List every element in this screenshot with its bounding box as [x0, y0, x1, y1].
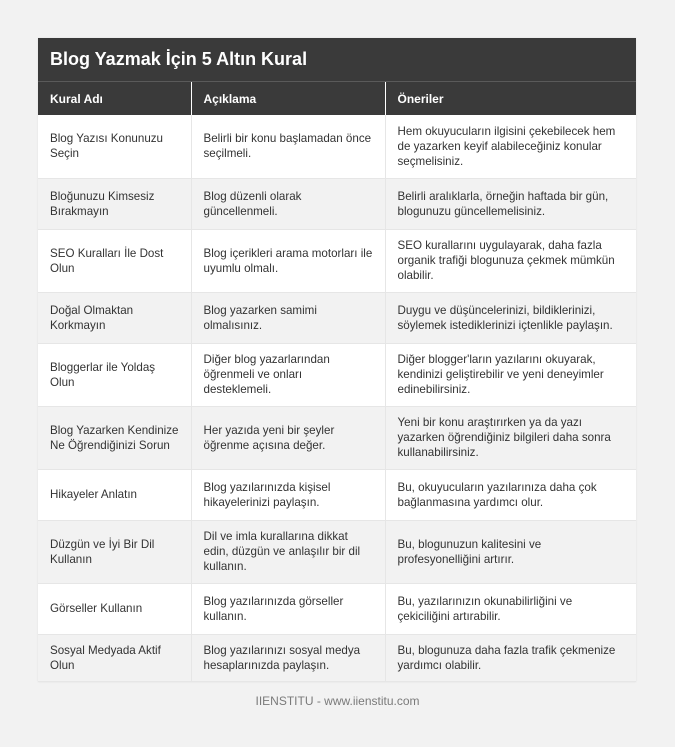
description-cell: Blog düzenli olarak güncellenmeli. — [191, 178, 385, 229]
rule-name-cell: Doğal Olmaktan Korkmayın — [38, 292, 191, 343]
suggestion-cell: Hem okuyucuların ilgisini çekebilecek hem de yazarken keyif alabileceğiniz konular seçmelisiniz. — [385, 115, 636, 178]
table-row — [38, 178, 636, 229]
rule-name-cell: Görseller Kullanın — [38, 583, 191, 634]
table-row — [38, 292, 636, 343]
table-row — [38, 583, 636, 634]
rule-name-cell: SEO Kuralları İle Dost Olun — [38, 229, 191, 292]
suggestion-cell: Diğer blogger'ların yazılarını okuyarak, kendinizi geliştirebilir ve yeni deneyimler edinebilirsiniz. — [385, 343, 636, 406]
suggestion-cell: Yeni bir konu araştırırken ya da yazı yazarken öğrendiğiniz bilgileri daha sonra kullanabilirsiniz. — [385, 406, 636, 469]
description-cell: Blog içerikleri arama motorları ile uyumlu olmalı. — [191, 229, 385, 292]
suggestion-cell: Duygu ve düşüncelerinizi, bildiklerinizi, söylemek istediklerinizi içtenlikle paylaşın. — [385, 292, 636, 343]
table-body — [38, 115, 636, 681]
footer-credit: IIENSTITU - www.iienstitu.com — [255, 694, 420, 708]
suggestion-cell: Belirli aralıklarla, örneğin haftada bir gün, blogunuzu güncellemelisiniz. — [385, 178, 636, 229]
description-cell: Belirli bir konu başlamadan önce seçilmeli. — [191, 115, 385, 178]
table-row — [38, 634, 636, 681]
rule-name-cell: Bloğunuzu Kimsesiz Bırakmayın — [38, 178, 191, 229]
rule-name-cell: Bloggerlar ile Yoldaş Olun — [38, 343, 191, 406]
table-title: Blog Yazmak İçin 5 Altın Kural — [38, 38, 636, 82]
rule-name-cell: Hikayeler Anlatın — [38, 469, 191, 520]
suggestion-cell: Bu, yazılarınızın okunabilirliğini ve çekiciliğini artırabilir. — [385, 583, 636, 634]
header-rule-name: Kural Adı — [38, 82, 191, 115]
header-suggestions: Öneriler — [385, 82, 636, 115]
description-cell: Her yazıda yeni bir şeyler öğrenme açısına değer. — [191, 406, 385, 469]
header-description: Açıklama — [191, 82, 385, 115]
suggestion-cell: Bu, blogunuza daha fazla trafik çekmenize yardımcı olabilir. — [385, 634, 636, 681]
description-cell: Blog yazılarınızı sosyal medya hesaplarınızda paylaşın. — [191, 634, 385, 681]
description-cell: Blog yazılarınızda görseller kullanın. — [191, 583, 385, 634]
suggestion-cell: Bu, okuyucuların yazılarınıza daha çok bağlanmasına yardımcı olur. — [385, 469, 636, 520]
table-row — [38, 406, 636, 469]
header-row — [38, 82, 636, 115]
table-header — [38, 82, 636, 115]
table-row — [38, 520, 636, 583]
description-cell: Diğer blog yazarlarından öğrenmeli ve onları desteklemeli. — [191, 343, 385, 406]
description-cell: Blog yazarken samimi olmalısınız. — [191, 292, 385, 343]
table-row — [38, 115, 636, 178]
rules-table — [38, 82, 636, 682]
table-row — [38, 469, 636, 520]
table-row — [38, 229, 636, 292]
table-row — [38, 343, 636, 406]
rule-name-cell: Düzgün ve İyi Bir Dil Kullanın — [38, 520, 191, 583]
rule-name-cell: Blog Yazarken Kendinize Ne Öğrendiğinizi Sorun — [38, 406, 191, 469]
rules-card — [38, 38, 636, 682]
description-cell: Blog yazılarınızda kişisel hikayelerinizi paylaşın. — [191, 469, 385, 520]
suggestion-cell: Bu, blogunuzun kalitesini ve profesyonelliğini artırır. — [385, 520, 636, 583]
rule-name-cell: Blog Yazısı Konunuzu Seçin — [38, 115, 191, 178]
suggestion-cell: SEO kurallarını uygulayarak, daha fazla organik trafiği blogunuza çekmek mümkün olabilir. — [385, 229, 636, 292]
description-cell: Dil ve imla kurallarına dikkat edin, düzgün ve anlaşılır bir dil kullanın. — [191, 520, 385, 583]
rule-name-cell: Sosyal Medyada Aktif Olun — [38, 634, 191, 681]
